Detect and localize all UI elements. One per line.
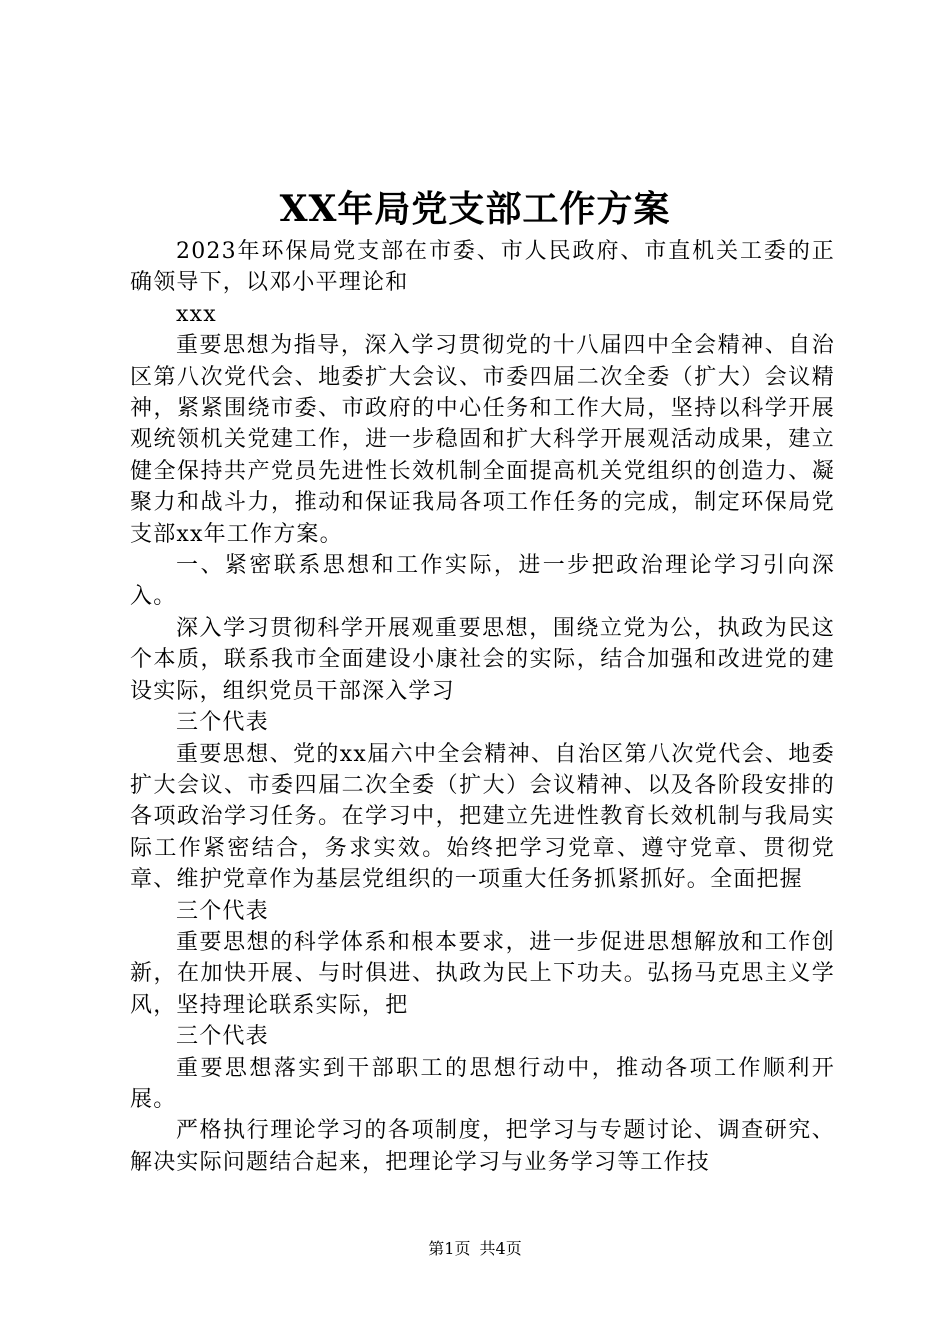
page-total: 共4页 xyxy=(479,1239,522,1258)
paragraph-2: xxx xyxy=(176,301,217,327)
paragraph-6: 三个代表 xyxy=(176,710,269,736)
paragraph-12: 严格执行理论学习的各项制度，把学习与专题讨论、调查研究、解决实际问题结合起来，把理论学习与业务学习等工作技 xyxy=(130,1118,835,1175)
paragraph-8: 三个代表 xyxy=(176,898,269,924)
paragraph-4: 一、紧密联系思想和工作实际，进一步把政治理论学习引向深入。 xyxy=(130,553,835,610)
paragraph-11: 重要思想落实到干部职工的思想行动中，推动各项工作顺利开展。 xyxy=(130,1055,835,1112)
paragraph-1: 2023年环保局党支部在市委、市人民政府、市直机关工委的正确领导下，以邓小平理论和 xyxy=(130,239,835,296)
document-title: XX年局党支部工作方案 xyxy=(279,188,671,230)
paragraph-9: 重要思想的科学体系和根本要求，进一步促进思想解放和工作创新，在加快开展、与时俱进、执政为民上下功夫。弘扬马克思主义学风，坚持理论联系实际，把 xyxy=(130,929,835,1018)
page-footer xyxy=(0,1238,950,1260)
paragraph-10: 三个代表 xyxy=(176,1024,269,1050)
page-number: 第1页 xyxy=(428,1239,471,1258)
paragraph-7: 重要思想、党的xx届六中全会精神、自治区第八次党代会、地委扩大会议、市委四届二次全委（扩大）会议精神、以及各阶段安排的各项政治学习任务。在学习中，把建立先进性教育长效机制与我局实际工作紧密结合，务求实效。始终把学习党章、遵守党章、贯彻党章、维护党章作为基层党组织的一项重大任务抓紧抓好。全面把握 xyxy=(130,741,835,893)
paragraph-5: 深入学习贯彻科学开展观重要思想，围绕立党为公，执政为民这个本质，联系我市全面建设小康社会的实际，结合加强和改进党的建设实际，组织党员干部深入学习 xyxy=(130,615,835,704)
document-body xyxy=(130,236,835,1178)
paragraph-3: 重要思想为指导，深入学习贯彻党的十八届四中全会精神、自治区第八次党代会、地委扩大会议、市委四届二次全委（扩大）会议精神，紧紧围绕市委、市政府的中心任务和工作大局，坚持以科学开展观统领机关党建工作，进一步稳固和扩大科学开展观活动成果，建立健全保持共产党员先进性长效机制全面提高机关党组织的创造力、凝聚力和战斗力，推动和保证我局各项工作任务的完成，制定环保局党支部xx年工作方案。 xyxy=(130,333,835,547)
